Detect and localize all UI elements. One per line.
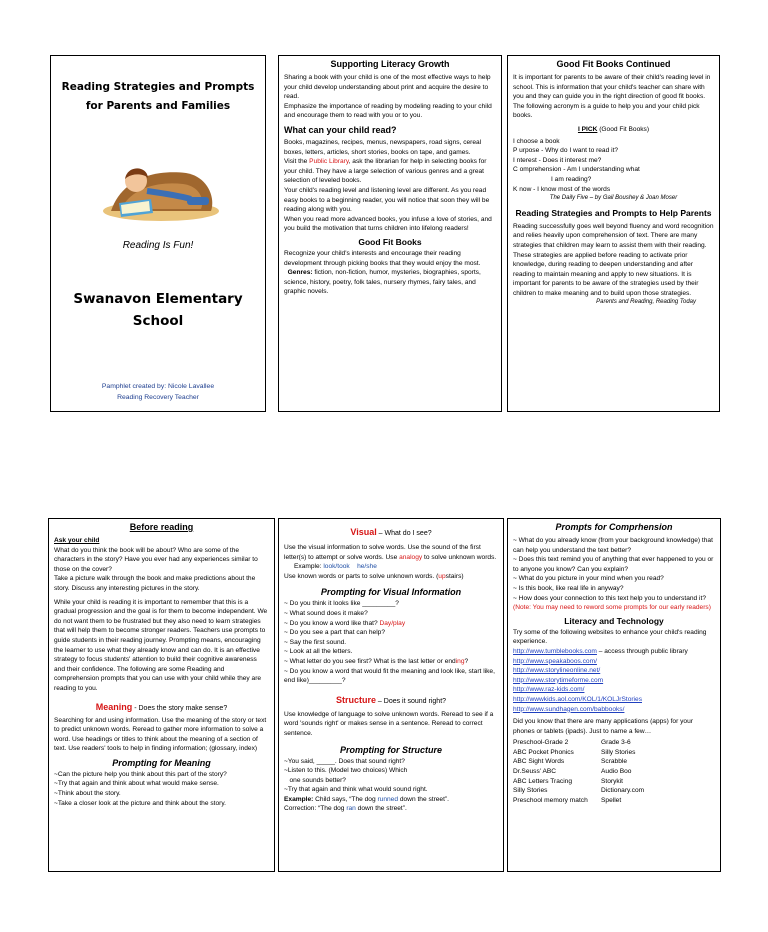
structure-example bbox=[284, 795, 498, 805]
ask-child-heading: Ask your child bbox=[54, 537, 100, 544]
up-text: up bbox=[438, 572, 446, 580]
technology-heading: Literacy and Technology bbox=[564, 615, 664, 626]
growth-paragraph: Your child's reading level and listening level are different. As you read easy books to a beginning reader, you will notice that soon they will be reading along with you. bbox=[284, 186, 490, 214]
app-name: ABC Sight Words bbox=[513, 758, 565, 766]
website-link[interactable]: http://wwwkids.aol.com/KOL/1/KOLJrStories bbox=[513, 695, 642, 703]
child-reading-illustration bbox=[91, 151, 221, 226]
website-link[interactable]: http://www.storytimeforme.com bbox=[513, 676, 604, 684]
website-link[interactable]: http://www.storylineonline.net/ bbox=[513, 667, 601, 675]
reword-note: (Note: You may need to reword some prompts for our early readers) bbox=[513, 604, 711, 612]
citation: Parents and Reading, Reading Today bbox=[596, 299, 696, 306]
genres-paragraph bbox=[284, 268, 496, 297]
meaning-question: - Does the story make sense? bbox=[132, 704, 228, 712]
website-link-item bbox=[513, 647, 715, 657]
text-run: ? bbox=[464, 657, 469, 665]
text-run: Use the visual information to solve words. Use the sound of the first letter(s) to attempt or solve words. Use bbox=[284, 544, 481, 561]
website-link[interactable]: http://www.speakaboos.com/ bbox=[513, 657, 597, 665]
ipick-item: I nterest - Does it interest me? bbox=[513, 156, 602, 164]
app-name: ABC Pocket Phonics bbox=[513, 748, 574, 756]
apps-column-preschool bbox=[513, 738, 601, 805]
ipick-item: I choose a book bbox=[513, 137, 560, 145]
comprehension-prompt: ~ Is this book, like real life in anyway? bbox=[513, 584, 624, 592]
cover-title-line2: for Parents and Families bbox=[85, 100, 231, 112]
text-run: down the street”. bbox=[355, 805, 407, 813]
structure-prompt: ~Try that again and think what would sound right. bbox=[284, 786, 428, 794]
ran-text: ran bbox=[346, 805, 356, 813]
visual-example bbox=[284, 562, 498, 572]
apps-column-heading: Grade 3-6 bbox=[601, 739, 631, 747]
website-link[interactable]: http://www.tumblebooks.com bbox=[513, 647, 597, 655]
growth-paragraph: Sharing a book with your child is one of the most effective ways to help your child develop understanding about print and acquire the desire to read. bbox=[284, 74, 491, 101]
school-name-line1: Swanavon Elementary bbox=[73, 291, 243, 307]
growth-paragraph: Emphasize the importance of reading by modeling reading to your child and encourage them to read with you or to you. bbox=[284, 102, 492, 120]
app-name: Storykit bbox=[601, 777, 623, 785]
cover-title-line1: Reading Strategies and Prompts bbox=[61, 81, 255, 93]
technology-intro: Try some of the following websites to enhance your child's reading experience. bbox=[513, 628, 707, 646]
comprehension-prompt: ~ Does this text remind you of anything that ever happened to you or to anyone you know? Can you explain? bbox=[513, 556, 714, 573]
comprehension-prompt: ~ How does your connection to this text help you to understand it? bbox=[513, 594, 706, 602]
structure-prompt: one sounds better? bbox=[284, 776, 346, 784]
visual-prompt: ~ Say the first sound. bbox=[284, 638, 347, 646]
website-link[interactable]: http://www.raz-kids.com/ bbox=[513, 686, 585, 694]
meaning-heading bbox=[54, 697, 269, 715]
structure-label: Structure bbox=[335, 694, 376, 705]
before-reading-heading: Before reading bbox=[129, 522, 194, 532]
apps-column-heading: Preschool-Grade 2 bbox=[513, 739, 569, 747]
comprehension-panel bbox=[507, 518, 721, 872]
goodfit-paragraph: It is important for parents to be aware of their child's reading level in school. This is information that your child's teacher can share with you and they can guide you in the right direction of good fit books. The following acronym is a guide to help you and your child pick books. bbox=[513, 74, 711, 120]
visual-structure-panel bbox=[278, 518, 504, 872]
structure-prompt: ~You said, _____. Does that sound right? bbox=[284, 757, 405, 765]
website-link-item bbox=[513, 705, 715, 715]
goodfit-paragraph: Reading successfully goes well beyond fluency and word recognition and relies heavily upon comprehension of text. There are many strategies that children may learn to assist them with their reading. These strategies are applied before reading to activate prior knowledge, during reading to deepen understanding and after reading to maintain meaning and apply to new situations. It is important for parents to be aware of the strategies used by their children to make meaning and to build upon those strategies. bbox=[513, 222, 714, 297]
what-can-read-heading: What can your child read? bbox=[284, 124, 397, 135]
text-run: Correction: “The dog bbox=[284, 805, 347, 813]
app-name: ABC Letters Tracing bbox=[513, 777, 573, 785]
example-label: Example: bbox=[294, 563, 324, 571]
runned-text: runned bbox=[377, 795, 399, 803]
meaning-paragraph: Searching for and using information. Use the meaning of the story or text to predict unknown words. Reread to gather more information to solve a word. Use headings or titles to think about the meaning of a section of text. Use readers' tools to help in finding information; (glossary, index) bbox=[54, 716, 267, 753]
visual-prompt bbox=[284, 657, 498, 667]
text-run: down the street”. bbox=[398, 795, 449, 803]
prompting-visual-heading: Prompting for Visual Information bbox=[320, 587, 462, 598]
text-run: , ask the librarian for help in selecting books for your child. They have a large selection of various genres and a great selection of leveled books. bbox=[284, 158, 487, 185]
comprehension-heading: Prompts for Comprhension bbox=[555, 522, 673, 532]
meaning-prompt: ~Take a closer look at the picture and think about the story. bbox=[54, 799, 226, 807]
text-run: Child says, “The dog bbox=[313, 795, 378, 803]
app-name: Dr.Seuss' ABC bbox=[513, 768, 557, 776]
good-fit-continued-panel bbox=[507, 55, 720, 412]
cover-title bbox=[51, 78, 265, 116]
ing-text: ing bbox=[455, 657, 465, 665]
credit-author: Pamphlet created by: Nicole Lavallee bbox=[101, 383, 215, 390]
visual-question: – What do I see? bbox=[376, 530, 432, 537]
ipick-suffix: (Good Fit Books) bbox=[597, 125, 650, 133]
school-name bbox=[51, 288, 265, 332]
growth-paragraph: When you read more advanced books, you infuse a love of stories, and you build the motivation that turns children into lifelong readers! bbox=[284, 215, 492, 233]
visual-prompt: ~ Do you think it looks like _________? bbox=[284, 600, 399, 608]
structure-prompt: ~Listen to this. (Model two choices) Which bbox=[284, 767, 408, 775]
text-run: stairs) bbox=[445, 572, 464, 580]
app-name: Silly Stories bbox=[513, 787, 548, 795]
apps-column-grade3-6 bbox=[601, 738, 644, 805]
structure-paragraph: Use knowledge of language to solve unknown words. Reread to see if a word 'sounds right' or makes sense in a sentence. Reread to correct sentence. bbox=[284, 710, 494, 737]
app-name: Dictionary.com bbox=[601, 787, 645, 795]
prompting-meaning-heading: Prompting for Meaning bbox=[112, 757, 211, 768]
analogy-text: analogy bbox=[399, 553, 423, 561]
good-fit-continued-heading: Good Fit Books Continued bbox=[556, 59, 671, 69]
genres-text: fiction, non-fiction, humor, mysteries, biographies, sports, science, history, poetry, folk tales, nursery rhymes, fairy tales, and graphic novels. bbox=[284, 269, 481, 296]
app-name: Preschool memory match bbox=[513, 796, 588, 804]
website-link-item bbox=[513, 657, 715, 667]
visual-prompt: ~ Do you see a part that can help? bbox=[284, 629, 385, 637]
citation: The Daily Five – by Gail Boushey & Joan Moser bbox=[549, 195, 678, 202]
website-link-item bbox=[513, 676, 715, 686]
visual-prompt: ~ Look at all the letters. bbox=[284, 648, 353, 656]
ipick-list bbox=[513, 137, 714, 195]
meaning-prompt: ~Try that again and think about what would make sense. bbox=[54, 780, 219, 788]
public-library-text: Public Library bbox=[309, 158, 349, 166]
app-name: Audio Boo bbox=[601, 768, 632, 776]
ipick-item: I am reading? bbox=[551, 175, 592, 183]
literacy-growth-heading: Supporting Literacy Growth bbox=[330, 59, 450, 69]
visual-prompt: ~ What sound does it make? bbox=[284, 609, 368, 617]
visual-prompt: ~ Do you know a word that would fit the meaning and look like, start like, end like)_________? bbox=[284, 667, 495, 685]
meaning-prompt: ~Think about the story. bbox=[54, 790, 121, 798]
ipick-item: K now - I know most of the words bbox=[513, 185, 611, 193]
ipick-title bbox=[513, 125, 714, 135]
apps-intro: Did you know that there are many applications (apps) for your phones or tablets (ipads). Just to name a few… bbox=[513, 718, 693, 735]
example-word: he/she bbox=[357, 563, 377, 571]
website-link-item bbox=[513, 695, 715, 705]
structure-correction bbox=[284, 804, 498, 814]
strategies-heading: Reading Strategies and Prompts to Help Parents bbox=[515, 207, 712, 218]
website-link-item bbox=[513, 685, 715, 695]
growth-paragraph: Recognize your child's interests and encourage their reading development through picking books that they would enjoy the most. bbox=[284, 249, 481, 267]
school-name-line2: School bbox=[132, 313, 184, 329]
meaning-prompt: ~Can the picture help you think about this part of the story? bbox=[54, 770, 227, 778]
good-fit-heading: Good Fit Books bbox=[358, 236, 422, 247]
prompting-structure-heading: Prompting for Structure bbox=[339, 744, 442, 755]
cover-panel bbox=[50, 55, 266, 412]
apps-table bbox=[513, 738, 715, 805]
link-note: – access through public library bbox=[596, 647, 688, 655]
structure-question: – Does it sound right? bbox=[375, 697, 447, 705]
example-word: look/took bbox=[323, 563, 350, 571]
before-paragraph: While your child is reading it is important to remember that this is a gradual progression and the goal is for them to become independent. We do not want them to be frustrated but they also need to learn strategies that will help them to become stronger readers. Teachers use prompts to guide students in their reading journey. Prompting means, encouraging the learner to use what they already know and can do. It is an effective strategy to focus students' attention to build their cognitive awareness and their confidence. The following are some Reading and comprehension prompts that you can use with your child while they are reading to you. bbox=[54, 598, 268, 692]
credit-role: Reading Recovery Teacher bbox=[117, 394, 199, 401]
literacy-growth-panel bbox=[278, 55, 502, 412]
structure-heading bbox=[284, 690, 498, 708]
visual-paragraph bbox=[284, 543, 498, 562]
comprehension-prompt: ~ What do you already know (from your background knowledge) that can help you understand the text better? bbox=[513, 537, 713, 554]
website-link-item bbox=[513, 666, 715, 676]
text-run: to solve unknown words. bbox=[422, 553, 497, 561]
before-paragraph: Take a picture walk through the book and make predictions about the story. Discuss any interesting pictures in the story. bbox=[54, 575, 256, 592]
genres-label: Genres: bbox=[287, 269, 313, 277]
app-name: Scrabble bbox=[601, 758, 628, 766]
text-run: Visit the bbox=[284, 158, 310, 166]
visual-heading bbox=[284, 522, 498, 540]
cover-tagline: Reading Is Fun! bbox=[122, 240, 194, 251]
text-run: ~ Do you know a word like that? bbox=[284, 619, 380, 627]
growth-paragraph: Books, magazines, recipes, menus, newspapers, road signs, cereal boxes, letters, articles, short stories, books on tape, and games. bbox=[284, 138, 482, 156]
ipick-item: C omprehension - Am I understanding what bbox=[513, 166, 640, 174]
before-paragraph: What do you think the book will be about? Who are some of the characters in the story? Have you ever had any experiences similar to those on the cover? bbox=[54, 546, 258, 573]
library-paragraph bbox=[284, 157, 496, 186]
example-label: Example: bbox=[284, 795, 314, 803]
day-play-text: Day/play bbox=[379, 619, 406, 627]
ipick-item: P urpose - Why do I want to read it? bbox=[513, 147, 619, 155]
text-run: Use known words or parts to solve unknown words. ( bbox=[284, 572, 439, 580]
comprehension-prompt: ~ What do you picture in your mind when you read? bbox=[513, 575, 664, 583]
website-link[interactable]: http://www.sundhagen.com/babbooks/ bbox=[513, 705, 625, 713]
app-name: Spellet bbox=[601, 796, 622, 804]
visual-paragraph bbox=[284, 572, 498, 582]
text-run: ~ What letter do you see first? What is the last letter or end bbox=[284, 657, 456, 665]
visual-label: Visual bbox=[350, 527, 377, 537]
before-reading-panel bbox=[48, 518, 275, 872]
ipick-label: I PICK bbox=[577, 125, 598, 133]
app-name: Silly Stories bbox=[601, 748, 636, 756]
meaning-label: Meaning bbox=[95, 701, 133, 712]
visual-prompt bbox=[284, 619, 498, 629]
